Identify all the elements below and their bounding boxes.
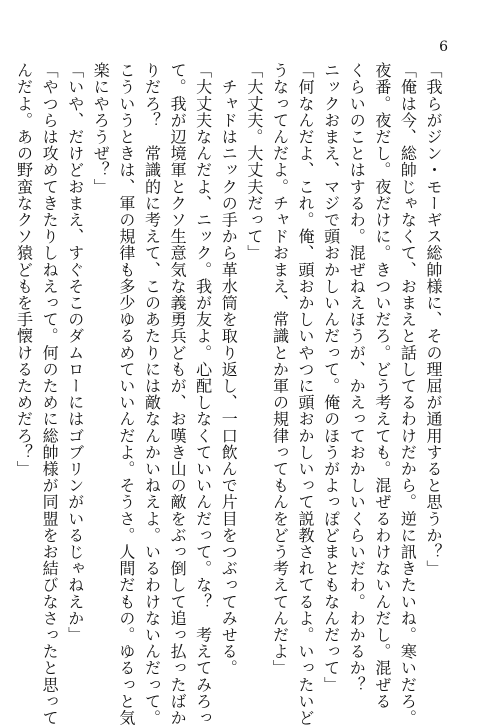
text-line: ニックおまえ、マジで頭おかしいんだって。俺のほうがよっぽどまともなんだって」 xyxy=(321,62,341,693)
text-line: こういうときは、軍の規律も多少ゆるめていいんだよ。そうさ。人間だもの。ゆるっと気 xyxy=(116,62,136,726)
text-line: 「何なんだよ、これ。俺、頭おかしいやつに頭おかしいって説教されてるよ。いったいど xyxy=(296,62,316,726)
text-line: うなってんだよ。チャドおまえ、常識とか軍の規律ってもんをどう考えてんだよ」 xyxy=(270,62,290,677)
text-line: 「俺は今、総帥じゃなくて、おまえと話してるわけだから。逆に訊きたいね。寒いだろ。 xyxy=(398,62,418,726)
text-line: 「やつらは攻めてきたりしねえって。何のために総帥様が同盟をお結びなさったと思って xyxy=(40,62,60,726)
text-line: んだよ。あの野蛮なクソ猿どもを手懐けるためだろ？」 xyxy=(14,62,34,477)
text-line: チャドはニックの手から革水筒を取り返し、一口飲んで片目をつぶってみせる。 xyxy=(219,62,239,677)
text-line: りだろ？ 常識的に考えて、このあたりには敵なんかいねえよ。いるわけないんだって。 xyxy=(142,62,162,726)
text-line: 「大丈夫なんだよ、ニック。我が友よ。心配しなくていいんだって。な？ 考えてみろっ xyxy=(193,62,213,726)
text-line: 「大丈夫。大丈夫だって」 xyxy=(244,62,264,262)
text-line: 夜番。夜だし。夜だけに。きついだろ。どう考えても。混ぜるわけないんだし。混ぜる xyxy=(372,62,392,710)
text-line: 「我らがジン・モーギス総帥様に、その理屈が通用すると思うか？」 xyxy=(424,62,443,577)
text-line: 「いや、だけどおまえ、すぐそこのダムローにはゴブリンがいるじゃねえか」 xyxy=(65,62,85,643)
text-line: 楽にやろうぜ？」 xyxy=(91,62,111,195)
text-line: て。我が辺境軍とクソ生意気な義勇兵どもが、お嘆き山の敵をぶっ倒して追っ払ったばか xyxy=(168,62,188,726)
body-text xyxy=(14,62,446,726)
page-number: 6 xyxy=(439,39,448,55)
text-line: くらいのことはするわ。混ぜねえほうが、かえっておかしいくらいだわ。わかるか？ xyxy=(347,62,367,693)
